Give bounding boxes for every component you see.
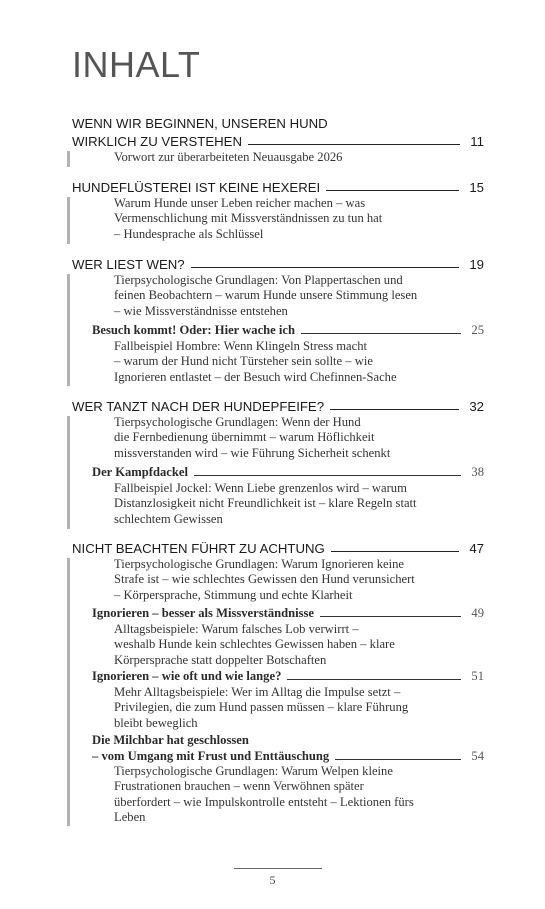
toc-chapter-entry[interactable] <box>72 177 484 195</box>
chapter-title: WIRKLICH ZU VERSTEHEN <box>72 134 242 149</box>
leader-line <box>194 475 461 476</box>
chapter-page-number: 47 <box>469 541 484 556</box>
footer-divider <box>234 868 322 869</box>
leader-line <box>331 551 460 552</box>
toc-section-entry[interactable] <box>92 322 484 338</box>
toc-section-entry[interactable] <box>92 605 484 621</box>
section-title: Die Milchbar hat geschlossen <box>92 733 249 747</box>
leader-line <box>191 267 460 268</box>
toc-chapter-entry[interactable] <box>72 254 484 272</box>
section-title: Besuch kommt! Oder: Hier wache ich <box>92 323 295 337</box>
section-description: Fallbeispiel Jockel: Wenn Liebe grenzenlos wird – warum Distanzlosigkeit nicht Freundlichkeit ist – klare Regeln statt schlechtem Gewissen <box>114 481 417 526</box>
chapter-title: WER LIEST WEN? <box>72 257 185 272</box>
page-number: 5 <box>269 873 276 887</box>
chapter-description: Tierpsychologische Grundlagen: Wenn der Hund die Fernbedienung übernimmt – warum Höflichkeit missverstanden wird – wie Führung Sicherheit schenkt <box>114 415 391 460</box>
toc-section-entry[interactable] <box>92 732 484 764</box>
chapter-description: Vorwort zur überarbeiteten Neuausgabe 2026 <box>114 150 343 164</box>
indent-rule <box>67 274 70 386</box>
indent-rule <box>67 151 70 167</box>
leader-line <box>330 409 459 410</box>
section-page-number: 49 <box>471 606 484 620</box>
chapter-title: NICHT BEACHTEN FÜHRT ZU ACHTUNG <box>72 541 325 556</box>
chapter-page-number: 11 <box>470 134 484 149</box>
toc-chapter-entry[interactable] <box>72 113 484 149</box>
indent-rule <box>67 558 70 826</box>
section-page-number: 51 <box>471 669 484 683</box>
section-description: Tierpsychologische Grundlagen: Warum Welpen kleine Frustrationen brauchen – wenn Verwöhnen später überfordert – wie Impulskontrolle entsteht – Lektionen fürs Leben <box>114 764 414 825</box>
chapter-description: Tierpsychologische Grundlagen: Von Plappertaschen und feinen Beobachtern – warum Hunde unsere Stimmung lesen – wie Missverständnisse entstehen <box>114 273 418 318</box>
chapter-description: Warum Hunde unser Leben reicher machen – was Vermenschlichung mit Missverständnissen zu tun hat – Hundesprache als Schlüssel <box>114 196 383 241</box>
indent-rule <box>67 197 70 244</box>
section-title: Der Kampfdackel <box>92 465 188 479</box>
indent-rule <box>67 416 70 529</box>
toc-chapter-entry[interactable] <box>72 538 484 556</box>
leader-line <box>320 616 461 617</box>
section-description: Mehr Alltagsbeispiele: Wer im Alltag die Impulse setzt – Privilegien, die zum Hund passen müssen – klare Führung bleibt beweglich <box>114 685 409 730</box>
section-page-number: 38 <box>471 465 484 479</box>
leader-line <box>248 144 460 145</box>
chapter-page-number: 32 <box>469 399 484 414</box>
toc-chapter-entry[interactable] <box>72 396 484 414</box>
leader-line <box>326 190 459 191</box>
section-title: – vom Umgang mit Frust und Enttäuschung <box>92 749 330 763</box>
chapter-page-number: 15 <box>469 180 484 195</box>
chapter-title: WENN WIR BEGINNEN, UNSEREN HUND <box>72 116 328 131</box>
section-description: Alltagsbeispiele: Warum falsches Lob verwirrt – weshalb Hunde kein schlechtes Gewissen haben – klare Körpersprache statt doppelter Botschaften <box>114 622 395 667</box>
chapter-title: HUNDEFLÜSTEREI IST KEINE HEXEREI <box>72 180 321 195</box>
section-title: Ignorieren – wie oft und wie lange? <box>92 669 282 683</box>
chapter-title: WER TANZT NACH DER HUNDEPFEIFE? <box>72 399 325 414</box>
leader-line <box>301 333 461 334</box>
leader-line <box>335 759 461 760</box>
page-title: INHALT <box>72 44 201 85</box>
section-page-number: 54 <box>471 749 484 763</box>
chapter-description: Tierpsychologische Grundlagen: Warum Ignorieren keine Strafe ist – wie schlechtes Gewissen den Hund verunsichert – Körpersprache, Stimmung und echte Klarheit <box>114 557 415 602</box>
toc-section-entry[interactable] <box>92 668 484 684</box>
chapter-page-number: 19 <box>469 257 484 272</box>
toc-section-entry[interactable] <box>92 464 484 480</box>
section-title: Ignorieren – besser als Missverständnisse <box>92 606 315 620</box>
section-page-number: 25 <box>471 323 484 337</box>
leader-line <box>287 679 461 680</box>
section-description: Fallbeispiel Hombre: Wenn Klingeln Stress macht – warum der Hund nicht Türsteher sein sollte – wie Ignorieren entlastet – der Besuch wird Chefinnen-Sache <box>114 339 397 384</box>
